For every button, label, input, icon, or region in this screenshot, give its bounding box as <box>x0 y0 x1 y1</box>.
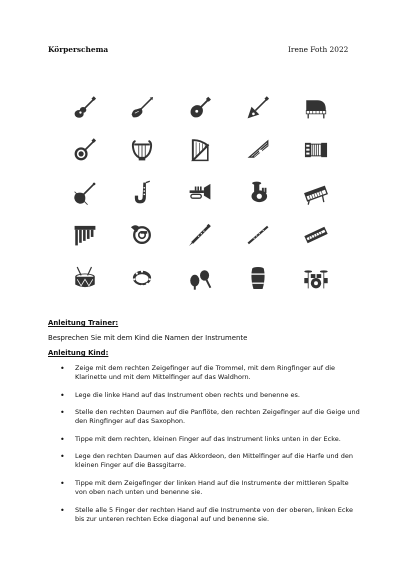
harp-icon <box>186 136 215 165</box>
drum-kit-icon <box>301 263 330 292</box>
maracas-icon <box>186 263 215 292</box>
grand-piano-icon <box>301 93 330 122</box>
clarinet-icon <box>186 221 215 250</box>
list-item: • Stelle alle 5 Finger der rechten Hand auf die Instrumente von der oberen, linken Ecke bis zur unteren rechten Ecke diagonal auf und benenne sie. <box>48 506 360 524</box>
accordion-icon <box>301 136 330 165</box>
trumpet-icon <box>186 178 215 207</box>
author-credit: Irene Foth 2022 <box>288 45 349 54</box>
list-item: • Tippe mit dem Zeigefinger der linken Hand auf die Instrumente der mittleren Spalte von oben nach unten und benenne sie. <box>48 479 360 497</box>
violin-icon <box>70 178 99 207</box>
icon-row <box>70 263 330 292</box>
list-item: • Lege die linke Hand auf das Instrument oben rechts und benenne es. <box>48 391 360 400</box>
icon-row <box>70 178 330 207</box>
icon-row <box>70 136 330 165</box>
electric-guitar-icon <box>128 93 157 122</box>
balalaika-icon <box>243 93 272 122</box>
tambourine-icon <box>128 263 157 292</box>
list-item: • Stelle den rechten Daumen auf die Panflöte, den rechten Zeigefinger auf die Geige und den Ringfinger auf das Saxophon. <box>48 408 360 426</box>
conga-icon <box>243 263 272 292</box>
trainer-text: Besprechen Sie mit dem Kind die Namen der Instrumente <box>48 334 248 342</box>
french-horn-icon <box>128 221 157 250</box>
instruction-list <box>48 364 360 532</box>
zither-icon <box>243 136 272 165</box>
icon-row <box>70 221 330 250</box>
guitar-icon <box>70 93 99 122</box>
drum-icon <box>70 263 99 292</box>
page-title: Körperschema <box>48 45 109 54</box>
saxophone-icon <box>128 178 157 207</box>
kind-heading: Anleitung Kind: <box>48 349 109 357</box>
flute-icon <box>243 221 272 250</box>
list-item: • Tippe mit dem rechten, kleinen Finger auf das Instrument links unten in der Ecke. <box>48 435 360 444</box>
icon-row <box>70 93 330 122</box>
harmonica-icon <box>301 221 330 250</box>
trainer-heading: Anleitung Trainer: <box>48 319 119 327</box>
list-item: • Zeige mit dem rechten Zeigefinger auf die Trommel, mit dem Ringfinger auf die Klarinette und mit dem Mittelfinger auf das Waldhorn. <box>48 364 360 382</box>
tuba-icon <box>243 178 272 207</box>
mandolin-icon <box>186 93 215 122</box>
keyboard-icon <box>301 178 330 207</box>
banjo-icon <box>70 136 99 165</box>
list-item: • Lege den rechten Daumen auf das Akkordeon, den Mittelfinger auf die Harfe und den kleinen Finger auf die Bassgitarre. <box>48 452 360 470</box>
lyre-icon <box>128 136 157 165</box>
instrument-grid <box>70 93 330 306</box>
pan-flute-icon <box>70 221 99 250</box>
